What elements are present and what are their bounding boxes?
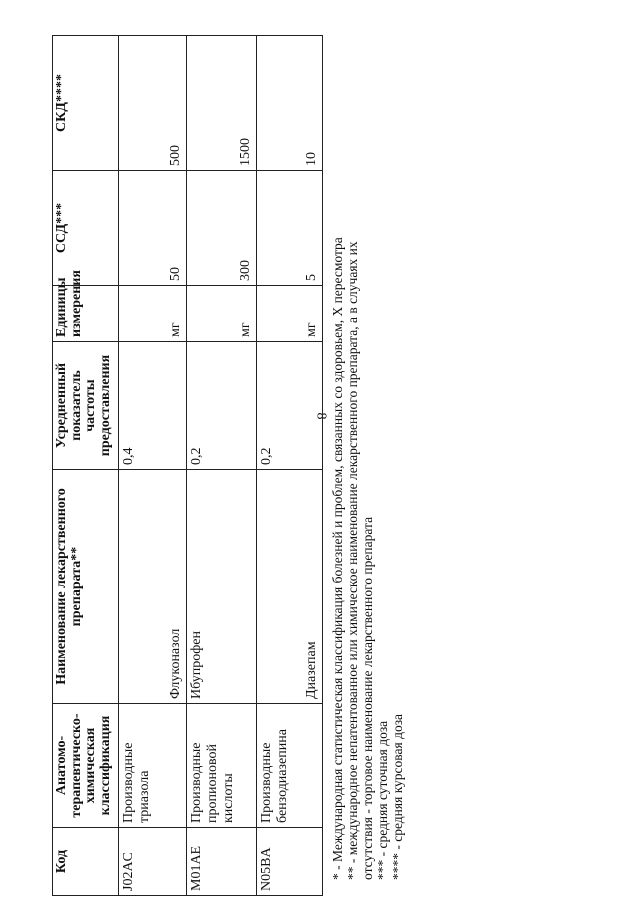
cell-ssd	[119, 171, 187, 286]
cell-drug-name	[119, 470, 187, 704]
ssd-text: 300	[237, 260, 253, 281]
cell-skd	[257, 36, 323, 171]
unit-text: мг	[303, 322, 319, 337]
cell-frequency: 0,2	[187, 342, 257, 470]
ssd-text: 5	[303, 274, 319, 281]
drug-name-text: Диазепам	[303, 641, 319, 699]
cell-skd	[187, 36, 257, 171]
header-code: Код	[53, 828, 119, 896]
cell-unit	[119, 286, 187, 342]
footnote: отсутствия - торговое наименование лекарственного препарата	[360, 516, 375, 880]
footnotes-container	[330, 60, 480, 880]
table-row	[257, 36, 323, 896]
header-frequency: Усредненный показатель частоты предоставления	[53, 342, 119, 470]
unit-text: мг	[237, 322, 253, 337]
footnote: * - Международная статистическая классификация болезней и проблем, связанных со здоровьем, X пересмотра	[330, 237, 345, 880]
cell-atc: Производные триазола	[119, 704, 187, 828]
drug-name-text: Флуконазол	[167, 628, 183, 699]
cell-drug-name	[257, 470, 323, 704]
header-unit: Единицы измерения	[53, 286, 119, 342]
cell-code: M01AE	[187, 828, 257, 896]
cell-frequency: 0,4	[119, 342, 187, 470]
cell-code: N05BA	[257, 828, 323, 896]
cell-ssd	[187, 171, 257, 286]
cell-ssd	[257, 171, 323, 286]
skd-text: 500	[167, 145, 183, 166]
header-skd: СКД****	[53, 36, 119, 171]
cell-skd	[119, 36, 187, 171]
cell-atc: Производные пропионовой кислоты	[187, 704, 257, 828]
header-atc: Анатомо-терапевтическо-химическая классификация	[53, 704, 119, 828]
cell-code: J02AC	[119, 828, 187, 896]
cell-atc: Производные бензодиазепина	[257, 704, 323, 828]
footnote: ** - международное непатентованное или химическое наименование лекарственного препарата, а в случаях их	[345, 241, 360, 880]
cell-frequency: 0,2	[257, 342, 323, 470]
unit-text: мг	[167, 322, 183, 337]
table-header-row	[53, 36, 119, 896]
skd-text: 10	[303, 152, 319, 166]
drug-table	[52, 35, 323, 896]
footnotes	[330, 60, 480, 880]
skd-text: 1500	[237, 138, 253, 166]
page-number: 8	[313, 412, 329, 420]
table-row	[119, 36, 187, 896]
cell-drug-name: Ибупрофен	[187, 470, 257, 704]
drug-table-container	[52, 36, 322, 896]
ssd-text: 50	[167, 267, 183, 281]
table-row	[187, 36, 257, 896]
footnote: *** - средняя суточная доза	[375, 720, 390, 880]
header-ssd: ССД***	[53, 171, 119, 286]
cell-unit	[187, 286, 257, 342]
cell-unit	[257, 286, 323, 342]
header-drug-name: Наименование лекарственного препарата**	[53, 470, 119, 704]
footnote: **** - средняя курсовая доза	[390, 713, 405, 880]
